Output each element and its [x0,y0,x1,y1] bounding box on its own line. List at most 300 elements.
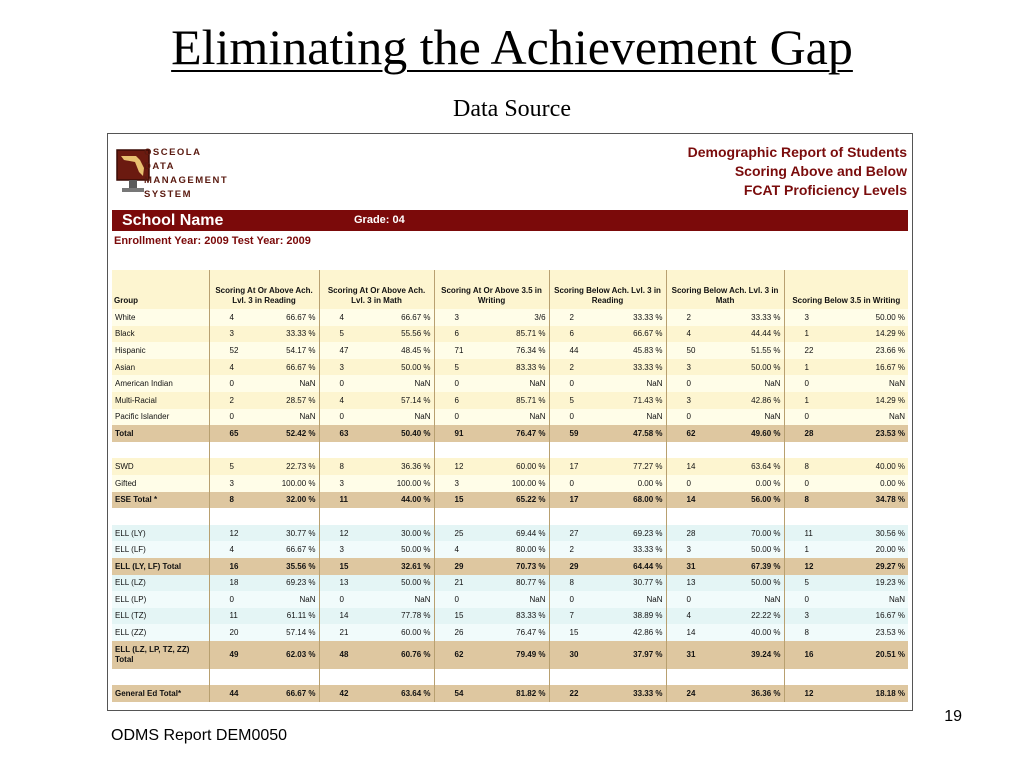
group-cell: ESE Total * [112,492,209,509]
count-cell: 0 [319,591,364,608]
percent-cell: NaN [829,409,908,426]
count-cell [666,508,711,525]
percent-cell: NaN [829,591,908,608]
total-row [112,425,908,442]
count-cell: 42 [319,685,364,702]
count-cell: 4 [209,359,254,376]
count-cell [434,442,479,459]
table-row [112,392,908,409]
percent-cell: 62.03 % [254,641,319,669]
percent-cell: 64.44 % [594,558,666,575]
percent-cell: 42.86 % [711,392,784,409]
table-row [112,541,908,558]
percent-cell: 33.33 % [594,309,666,326]
percent-cell: 80.77 % [479,575,549,592]
percent-cell: 69.44 % [479,525,549,542]
count-cell: 62 [666,425,711,442]
count-cell: 0 [549,409,594,426]
logo-line-3: MANAGEMENT [144,175,229,186]
table-row [112,608,908,625]
percent-cell: 63.64 % [711,458,784,475]
count-cell: 8 [209,492,254,509]
page-number: 19 [944,708,962,725]
col-header-math-below: Scoring Below Ach. Lvl. 3 in Math [666,270,784,309]
percent-cell: 85.71 % [479,392,549,409]
percent-cell: 52.42 % [254,425,319,442]
percent-cell: 56.00 % [711,492,784,509]
count-cell: 3 [209,475,254,492]
count-cell: 54 [434,685,479,702]
count-cell [549,669,594,686]
percent-cell: 44.44 % [711,326,784,343]
count-cell: 12 [784,558,829,575]
count-cell: 21 [319,624,364,641]
percent-cell: 66.67 % [254,309,319,326]
percent-cell: 0.00 % [594,475,666,492]
percent-cell: 63.64 % [364,685,434,702]
count-cell: 65 [209,425,254,442]
percent-cell: 23.53 % [829,624,908,641]
percent-cell: 40.00 % [829,458,908,475]
percent-cell: 83.33 % [479,608,549,625]
group-cell: ELL (LZ) [112,575,209,592]
group-cell: ELL (LZ, LP, TZ, ZZ) Total [112,641,209,669]
group-cell: ELL (LP) [112,591,209,608]
count-cell: 0 [434,409,479,426]
logo-line-2: DATA [144,161,175,172]
percent-cell: NaN [364,591,434,608]
count-cell [319,442,364,459]
percent-cell: 69.23 % [254,575,319,592]
percent-cell: NaN [364,409,434,426]
percent-cell: 33.33 % [254,326,319,343]
percent-cell: 66.67 % [254,541,319,558]
percent-cell: 30.77 % [254,525,319,542]
group-cell: Hispanic [112,342,209,359]
percent-cell: 50.00 % [364,359,434,376]
table-row [112,342,908,359]
group-cell [112,508,209,525]
percent-cell: 35.56 % [254,558,319,575]
table-row [112,326,908,343]
count-cell: 0 [666,409,711,426]
count-cell: 4 [209,309,254,326]
percent-cell: 30.77 % [594,575,666,592]
percent-cell: 100.00 % [479,475,549,492]
percent-cell [254,442,319,459]
slide-subtitle: Data Source [453,96,571,122]
count-cell: 13 [319,575,364,592]
percent-cell [364,669,434,686]
percent-cell: 69.23 % [594,525,666,542]
count-cell: 3 [666,359,711,376]
percent-cell [254,669,319,686]
count-cell: 52 [209,342,254,359]
percent-cell: NaN [479,591,549,608]
count-cell: 59 [549,425,594,442]
percent-cell: 60.00 % [479,458,549,475]
percent-cell: 38.89 % [594,608,666,625]
group-cell: ELL (LY) [112,525,209,542]
group-cell: Pacific Islander [112,409,209,426]
percent-cell: 36.36 % [711,685,784,702]
table-row [112,575,908,592]
percent-cell: NaN [254,591,319,608]
percent-cell: NaN [711,591,784,608]
count-cell: 8 [549,575,594,592]
count-cell: 22 [549,685,594,702]
group-cell: General Ed Total* [112,685,209,702]
count-cell: 47 [319,342,364,359]
group-cell: ELL (LF) [112,541,209,558]
count-cell: 3 [209,326,254,343]
spacer-row [112,669,908,686]
percent-cell: 30.00 % [364,525,434,542]
count-cell: 5 [549,392,594,409]
count-cell: 49 [209,641,254,669]
percent-cell: 40.00 % [711,624,784,641]
count-cell: 31 [666,558,711,575]
count-cell: 0 [666,591,711,608]
school-bar [112,210,908,231]
count-cell: 28 [666,525,711,542]
count-cell: 0 [319,409,364,426]
percent-cell: NaN [711,409,784,426]
count-cell: 14 [666,492,711,509]
percent-cell [711,669,784,686]
percent-cell [829,669,908,686]
percent-cell: 33.33 % [594,359,666,376]
count-cell: 14 [666,624,711,641]
percent-cell: 47.58 % [594,425,666,442]
count-cell: 12 [784,685,829,702]
group-cell: Gifted [112,475,209,492]
percent-cell [364,442,434,459]
count-cell: 5 [784,575,829,592]
count-cell: 44 [549,342,594,359]
count-cell: 1 [784,326,829,343]
demographic-table [112,270,908,702]
count-cell: 26 [434,624,479,641]
percent-cell: NaN [829,375,908,392]
count-cell: 16 [784,641,829,669]
count-cell: 2 [549,541,594,558]
total-row [112,685,908,702]
count-cell: 11 [784,525,829,542]
count-cell: 14 [666,458,711,475]
count-cell: 4 [666,326,711,343]
percent-cell: 81.82 % [479,685,549,702]
group-cell: White [112,309,209,326]
percent-cell: 76.34 % [479,342,549,359]
count-cell [784,508,829,525]
percent-cell: 65.22 % [479,492,549,509]
count-cell: 18 [209,575,254,592]
count-cell: 1 [784,392,829,409]
table-row [112,458,908,475]
logo-line-4: SYSTEM [144,189,193,200]
count-cell: 3 [434,309,479,326]
count-cell: 62 [434,641,479,669]
percent-cell [594,442,666,459]
percent-cell [829,442,908,459]
count-cell: 71 [434,342,479,359]
count-cell: 29 [434,558,479,575]
count-cell: 0 [784,475,829,492]
count-cell: 91 [434,425,479,442]
percent-cell: 23.53 % [829,425,908,442]
group-cell [112,669,209,686]
col-header-group: Group [112,270,209,309]
count-cell: 6 [434,326,479,343]
percent-cell: 71.43 % [594,392,666,409]
count-cell: 6 [549,326,594,343]
count-cell: 2 [209,392,254,409]
count-cell [209,442,254,459]
percent-cell: 36.36 % [364,458,434,475]
percent-cell: 50.00 % [711,359,784,376]
count-cell: 11 [209,608,254,625]
count-cell: 1 [784,359,829,376]
grade-label: Grade: 04 [354,214,405,226]
group-cell: SWD [112,458,209,475]
count-cell: 50 [666,342,711,359]
percent-cell: 54.17 % [254,342,319,359]
count-cell: 17 [549,492,594,509]
count-cell: 15 [319,558,364,575]
count-cell: 0 [209,375,254,392]
table-row [112,375,908,392]
col-header-writing-below: Scoring Below 3.5 in Writing [784,270,908,309]
count-cell: 15 [434,492,479,509]
percent-cell: 16.67 % [829,608,908,625]
count-cell: 14 [319,608,364,625]
percent-cell [594,508,666,525]
count-cell: 0 [549,375,594,392]
percent-cell: 20.51 % [829,641,908,669]
col-header-math-above: Scoring At Or Above Ach. Lvl. 3 in Math [319,270,434,309]
count-cell: 8 [784,492,829,509]
percent-cell: 28.57 % [254,392,319,409]
count-cell: 0 [784,591,829,608]
count-cell: 0 [434,591,479,608]
count-cell [666,442,711,459]
percent-cell: 16.67 % [829,359,908,376]
report-footer: ODMS Report DEM0050 [111,727,288,744]
percent-cell: 57.14 % [254,624,319,641]
report-title [688,143,907,200]
percent-cell: 77.27 % [594,458,666,475]
count-cell: 8 [319,458,364,475]
count-cell: 2 [549,359,594,376]
percent-cell: 68.00 % [594,492,666,509]
group-cell: American Indian [112,375,209,392]
percent-cell: 66.67 % [594,326,666,343]
count-cell: 13 [666,575,711,592]
percent-cell: 19.23 % [829,575,908,592]
count-cell: 24 [666,685,711,702]
percent-cell: 14.29 % [829,392,908,409]
percent-cell: 18.18 % [829,685,908,702]
col-header-reading-above: Scoring At Or Above Ach. Lvl. 3 in Reading [209,270,319,309]
col-header-reading-below: Scoring Below Ach. Lvl. 3 in Reading [549,270,666,309]
count-cell [209,508,254,525]
percent-cell: 50.00 % [711,575,784,592]
count-cell: 15 [549,624,594,641]
count-cell [319,669,364,686]
percent-cell: 76.47 % [479,624,549,641]
count-cell: 12 [209,525,254,542]
percent-cell: 50.00 % [364,541,434,558]
table-header-row [112,270,908,309]
count-cell: 27 [549,525,594,542]
count-cell: 0 [784,409,829,426]
group-cell: ELL (ZZ) [112,624,209,641]
count-cell: 3 [666,392,711,409]
count-cell: 5 [319,326,364,343]
count-cell: 2 [666,309,711,326]
percent-cell: 55.56 % [364,326,434,343]
percent-cell: 3/6 [479,309,549,326]
percent-cell: NaN [254,375,319,392]
percent-cell: 22.73 % [254,458,319,475]
percent-cell: 51.55 % [711,342,784,359]
percent-cell: NaN [594,409,666,426]
count-cell [549,508,594,525]
count-cell [549,442,594,459]
percent-cell: 76.47 % [479,425,549,442]
count-cell: 0 [319,375,364,392]
percent-cell: 60.76 % [364,641,434,669]
percent-cell: 60.00 % [364,624,434,641]
percent-cell: 70.73 % [479,558,549,575]
count-cell: 0 [549,591,594,608]
group-cell: ELL (TZ) [112,608,209,625]
count-cell: 30 [549,641,594,669]
percent-cell [479,508,549,525]
count-cell: 17 [549,458,594,475]
percent-cell: 30.56 % [829,525,908,542]
percent-cell: 77.78 % [364,608,434,625]
percent-cell: 23.66 % [829,342,908,359]
group-cell: Asian [112,359,209,376]
percent-cell [364,508,434,525]
count-cell: 3 [434,475,479,492]
count-cell: 8 [784,624,829,641]
count-cell: 31 [666,641,711,669]
count-cell: 29 [549,558,594,575]
count-cell: 63 [319,425,364,442]
count-cell: 12 [434,458,479,475]
count-cell: 4 [434,541,479,558]
percent-cell: 44.00 % [364,492,434,509]
percent-cell [711,508,784,525]
count-cell: 6 [434,392,479,409]
percent-cell: 50.00 % [364,575,434,592]
count-cell: 5 [209,458,254,475]
percent-cell: 33.33 % [594,541,666,558]
logo-line-1: OSCEOLA [144,147,202,158]
percent-cell: 0.00 % [829,475,908,492]
percent-cell: NaN [254,409,319,426]
count-cell: 0 [666,375,711,392]
count-cell: 15 [434,608,479,625]
count-cell: 0 [209,409,254,426]
count-cell: 3 [784,608,829,625]
count-cell: 4 [666,608,711,625]
percent-cell: NaN [711,375,784,392]
count-cell: 22 [784,342,829,359]
group-cell: ELL (LY, LF) Total [112,558,209,575]
table-row [112,359,908,376]
group-cell [112,442,209,459]
percent-cell: 32.61 % [364,558,434,575]
percent-cell: 66.67 % [254,685,319,702]
percent-cell: NaN [364,375,434,392]
percent-cell: NaN [479,409,549,426]
count-cell: 28 [784,425,829,442]
table-row [112,591,908,608]
percent-cell: 14.29 % [829,326,908,343]
count-cell [319,508,364,525]
spacer-row [112,508,908,525]
group-cell: Total [112,425,209,442]
count-cell: 5 [434,359,479,376]
percent-cell: 0.00 % [711,475,784,492]
table-row [112,525,908,542]
percent-cell: 50.00 % [711,541,784,558]
percent-cell: 45.83 % [594,342,666,359]
percent-cell: 85.71 % [479,326,549,343]
count-cell: 3 [319,541,364,558]
count-cell: 0 [666,475,711,492]
percent-cell: 100.00 % [364,475,434,492]
count-cell: 11 [319,492,364,509]
percent-cell: NaN [479,375,549,392]
percent-cell [479,669,549,686]
total-row [112,492,908,509]
total-row [112,641,908,669]
report-title-line-1: Demographic Report of Students [687,144,907,160]
spacer-row [112,442,908,459]
percent-cell: NaN [594,591,666,608]
logo-text [144,146,228,202]
count-cell: 2 [549,309,594,326]
count-cell [666,669,711,686]
percent-cell: 42.86 % [594,624,666,641]
count-cell: 20 [209,624,254,641]
percent-cell [829,508,908,525]
group-cell: Multi-Racial [112,392,209,409]
table-row [112,624,908,641]
count-cell: 3 [666,541,711,558]
count-cell: 16 [209,558,254,575]
percent-cell: 67.39 % [711,558,784,575]
percent-cell [254,508,319,525]
percent-cell: 70.00 % [711,525,784,542]
percent-cell: 39.24 % [711,641,784,669]
count-cell [434,508,479,525]
table-row [112,475,908,492]
count-cell: 21 [434,575,479,592]
count-cell [784,669,829,686]
percent-cell: 57.14 % [364,392,434,409]
count-cell: 4 [209,541,254,558]
count-cell [434,669,479,686]
percent-cell: 66.67 % [364,309,434,326]
school-name: School Name [122,212,224,229]
percent-cell: 79.49 % [479,641,549,669]
